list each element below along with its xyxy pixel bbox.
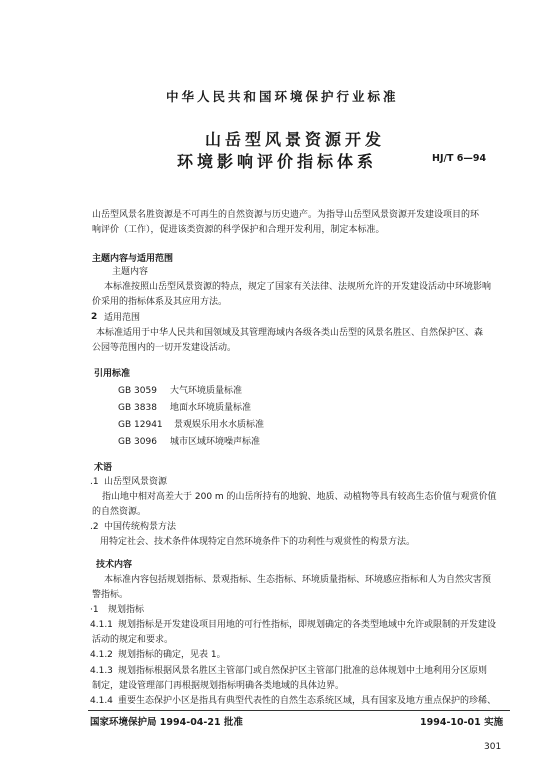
clause-4-1-1-line-2: 活动的规定和要求。: [92, 635, 174, 645]
section-1-2-number: 2: [91, 312, 98, 322]
term-1-line-2: 的自然资源。: [92, 507, 147, 517]
clause-4-1-4-number: 4.1.4: [90, 696, 113, 706]
reference-code: GB 12941: [118, 420, 163, 430]
term-2-heading: 中国传统构景方法: [104, 522, 177, 532]
section-1-heading: 主题内容与适用范围: [92, 254, 174, 264]
reference-code: GB 3059: [118, 386, 157, 396]
term-1-line-1: 指山地中相对高差大于 200 m 的山岳所持有的地貌、地质、动植物等具有较高生态价值与观赏价值: [102, 492, 497, 502]
footer-rule: [88, 710, 510, 711]
clause-4-1-1-line-1: 规划指标是开发建设项目用地的可行性指标，即规划确定的各类型地域中允许或限制的开发建设: [118, 620, 497, 630]
term-2-number: .2: [90, 522, 99, 532]
clause-4-1-3-line-1: 规划指标根据风景名胜区主管部门或自然保护区主管部门批准的总体规划中土地利用分区原则: [118, 666, 488, 676]
section-4-heading: 技术内容: [96, 560, 133, 570]
clause-4-1-3-number: 4.1.3: [90, 666, 113, 676]
clause-4-1-1-number: 4.1.1: [90, 620, 113, 630]
intro-line-1: 山岳型风景名胜资源是不可再生的自然资源与历史遗产。为指导山岳型风景资源开发建设项目的环: [92, 210, 480, 220]
title-line-1: 山岳型风景资源开发: [205, 130, 386, 149]
implementation-date: 1994-10-01 实施: [420, 717, 504, 728]
reference-code: GB 3096: [118, 437, 157, 447]
section-4-1-heading: 规划指标: [108, 605, 145, 615]
section-1-1-line-2: 价采用的指标体系及其应用方法。: [92, 297, 228, 307]
section-1-1-line-1: 本标准按照山岳型风景资源的特点，规定了国家有关法律、法规所允许的开发建设活动中环境影响: [104, 282, 492, 292]
term-1-number: .1: [90, 477, 99, 487]
clause-4-1-4-line-1: 重要生态保护小区是指具有典型代表性的自然生态系统区域，具有国家及地方重点保护的珍稀、: [118, 696, 497, 706]
reference-name: 大气环境质量标准: [170, 386, 243, 396]
section-2-heading: 引用标准: [94, 369, 131, 379]
section-4-intro-line-2: 警指标。: [92, 590, 129, 600]
issuing-body-header: 中华人民共和国环境保护行业标准: [166, 89, 399, 104]
section-1-2-heading: 适用范围: [104, 313, 141, 323]
clause-4-1-2-number: 4.1.2: [90, 650, 113, 660]
standard-code: HJ/T 6—94: [432, 153, 487, 164]
reference-name: 城市区域环境噪声标准: [170, 437, 261, 447]
term-2-line-1: 用特定社会、技术条件体现特定自然环境条件下的功利性与观赏性的构景方法。: [100, 537, 416, 547]
section-1-2-line-1: 本标准适用于中华人民共和国领域及其管理海域内各级各类山岳型的风景名胜区、自然保护区、森: [96, 328, 484, 338]
clause-4-1-3-line-2: 制定，建设管理部门再根据规划指标明确各类地域的具体边界。: [92, 681, 345, 691]
section-4-intro-line-1: 本标准内容包括规划指标、景观指标、生态指标、环境质量指标、环境感应指标和人为自然灾害预: [104, 575, 492, 585]
approval-date: 国家环境保护局 1994-04-21 批准: [90, 717, 243, 728]
section-3-heading: 术语: [94, 463, 113, 473]
page-number: 301: [484, 742, 502, 752]
intro-line-2: 响评价（工作），促进该类资源的科学保护和合理开发利用，制定本标准。: [92, 225, 385, 235]
section-1-2-line-2: 公园等范围内的一切开发建设活动。: [92, 343, 237, 353]
term-1-heading: 山岳型风景资源: [104, 477, 168, 487]
section-4-1-number: ·1: [90, 605, 99, 615]
title-line-2: 环境影响评价指标体系: [177, 152, 378, 171]
reference-code: GB 3838: [118, 403, 157, 413]
section-1-1-heading: 主题内容: [112, 267, 149, 277]
reference-name: 地面水环境质量标准: [170, 403, 252, 413]
clause-4-1-2-line-1: 规划指标的确定，见表 1。: [118, 650, 226, 660]
reference-name: 景观娱乐用水水质标准: [174, 420, 265, 430]
